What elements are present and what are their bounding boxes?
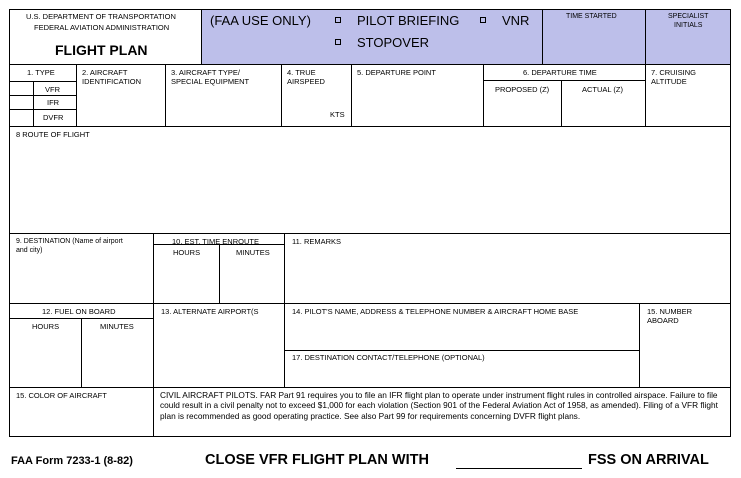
department-name: U.S. DEPARTMENT OF TRANSPORTATION: [26, 12, 176, 21]
stopover-checkbox[interactable]: [335, 39, 341, 45]
cruising-altitude-field[interactable]: [646, 88, 730, 125]
route-of-flight-label: 8 ROUTE OF FLIGHT: [16, 130, 90, 139]
alternate-airports-label: 13. ALTERNATE AIRPORT(S: [161, 307, 259, 316]
est-time-enroute-label: 10. EST. TIME ENROUTE: [172, 237, 259, 246]
fss-on-arrival-text: FSS ON ARRIVAL: [588, 452, 709, 468]
remarks-label: 11. REMARKS: [292, 237, 342, 246]
fss-blank-line[interactable]: [456, 468, 582, 469]
civil-pilots-notice: CIVIL AIRCRAFT PILOTS. FAR Part 91 requires you to file an IFR flight plan to operate under instrument flight rules in controlled airspace. Failure to file could result in a civil penalty not to exceed $1,000 for each violation (Section 901 of the Federal Aviation Act of 1958, as amended). Filing of a VFR flight plan is recommended as good operating practice. See also Part 99 for requirements concerning DVFR flight plans.: [160, 390, 718, 421]
destination-label: 9. DESTINATION (Name of airport and city): [16, 238, 123, 254]
specialist-initials-label: SPECIALIST INITIALS: [668, 13, 709, 29]
dvfr-label: DVFR: [43, 113, 64, 122]
pilot-info-label: 14. PILOT'S NAME, ADDRESS & TELEPHONE NUMBER & AIRCRAFT HOME BASE: [292, 307, 579, 316]
aircraft-type-label: 3. AIRCRAFT TYPE/ SPECIAL EQUIPMENT: [171, 68, 250, 86]
form-number: FAA Form 7233-1 (8-82): [11, 455, 133, 467]
fuel-minutes-label: MINUTES: [100, 322, 134, 331]
departure-point-label: 5. DEPARTURE POINT: [357, 68, 436, 77]
est-hours-label: HOURS: [173, 248, 201, 257]
pilot-briefing-label: PILOT BRIEFING: [357, 13, 460, 28]
close-vfr-instruction: CLOSE VFR FLIGHT PLAN WITH: [205, 452, 429, 468]
dvfr-box[interactable]: [10, 110, 32, 125]
destination-contact-field[interactable]: [285, 364, 638, 386]
est-hours-field[interactable]: [154, 258, 218, 302]
true-airspeed-field[interactable]: [282, 88, 350, 108]
pilot-briefing-checkbox[interactable]: [335, 17, 341, 23]
destination-field[interactable]: [10, 256, 153, 302]
aircraft-id-label: 2. AIRCRAFT IDENTIFICATION: [82, 68, 142, 86]
departure-point-field[interactable]: [352, 80, 483, 125]
fuel-minutes-field[interactable]: [82, 333, 152, 386]
departure-time-label: 6. DEPARTURE TIME: [523, 68, 597, 77]
vfr-box[interactable]: [10, 82, 32, 94]
faa-use-only-label: (FAA USE ONLY): [210, 13, 311, 28]
remarks-field[interactable]: [285, 248, 730, 302]
number-aboard-label: 15. NUMBER ABOARD: [647, 307, 693, 325]
form-title: FLIGHT PLAN: [55, 42, 148, 58]
proposed-time-field[interactable]: [484, 96, 560, 125]
vfr-label: VFR: [45, 85, 60, 94]
agency-name: FEDERAL AVIATION ADMINISTRATION: [34, 23, 170, 32]
fuel-on-board-label: 12. FUEL ON BOARD: [42, 307, 116, 316]
fuel-hours-field[interactable]: [10, 333, 80, 386]
cruising-altitude-label: 7. CRUISING ALTITUDE: [651, 68, 697, 86]
aircraft-color-field[interactable]: [10, 402, 152, 436]
time-started-label: TIME STARTED: [566, 13, 617, 20]
vnr-checkbox[interactable]: [480, 17, 486, 23]
kts-label: KTS: [330, 110, 345, 119]
aircraft-color-label: 15. COLOR OF AIRCRAFT: [16, 391, 107, 400]
actual-time-field[interactable]: [562, 96, 644, 125]
est-minutes-field[interactable]: [220, 258, 283, 302]
proposed-label: PROPOSED (Z): [495, 85, 550, 94]
destination-contact-label: 17. DESTINATION CONTACT/TELEPHONE (OPTIONAL): [292, 353, 485, 362]
true-airspeed-label: 4. TRUE AIRSPEED: [287, 68, 325, 86]
stopover-label: STOPOVER: [357, 35, 430, 50]
ifr-label: IFR: [47, 98, 60, 107]
pilot-info-field[interactable]: [285, 318, 638, 349]
alternate-airports-field[interactable]: [154, 318, 283, 386]
actual-label: ACTUAL (Z): [582, 85, 623, 94]
number-aboard-field[interactable]: [640, 326, 730, 386]
vnr-label: VNR: [502, 13, 530, 28]
aircraft-type-field[interactable]: [166, 88, 281, 125]
route-of-flight-field[interactable]: [10, 140, 730, 232]
fuel-hours-label: HOURS: [32, 322, 60, 331]
type-label: 1. TYPE: [27, 68, 55, 77]
ifr-box[interactable]: [10, 96, 32, 108]
est-minutes-label: MINUTES: [236, 248, 270, 257]
aircraft-id-field[interactable]: [77, 88, 165, 125]
